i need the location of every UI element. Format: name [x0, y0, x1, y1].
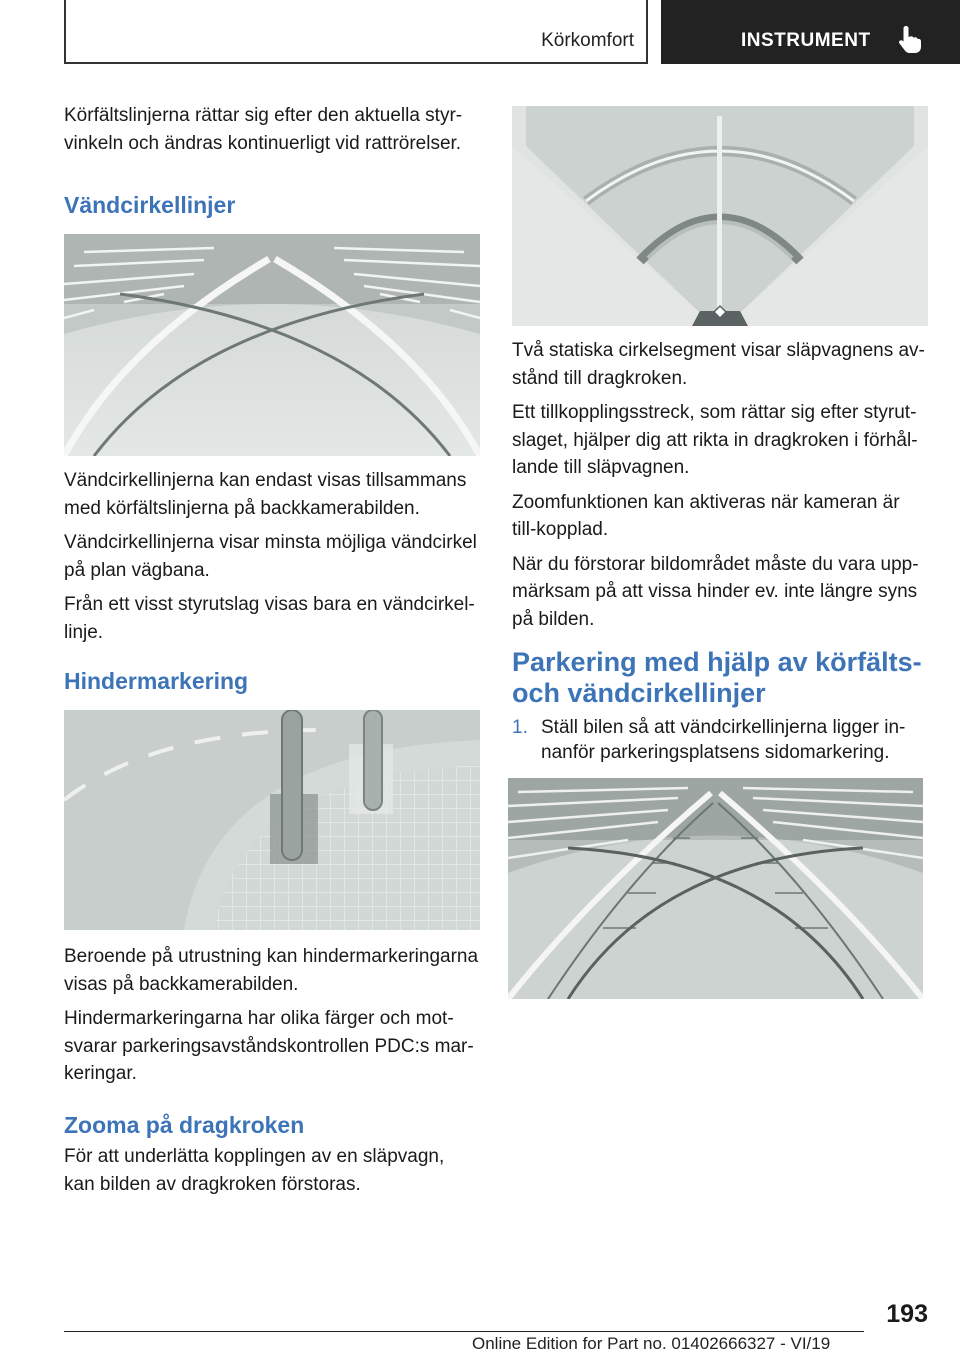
right-paragraph-3: Zoomfunktionen kan aktiveras när kameran är till-kopplad. [512, 491, 900, 540]
heading-turning-circle-lines: Vändcirkellinjer [64, 192, 236, 218]
zoom-block [64, 1111, 480, 1198]
intro-paragraph: Körfältslinjerna rättar sig efter den aktuella styr-vinkeln och ändras kontinuerligt vid rattrörelser. [64, 105, 463, 154]
step-1 [512, 715, 928, 765]
obstacle-marking-image [64, 710, 480, 930]
page-number: 193 [886, 1300, 928, 1328]
step-1-number: 1. [512, 717, 528, 738]
parking-heading-block [512, 647, 928, 709]
obstacle-heading-block [64, 667, 480, 695]
step-1-text: Ställ bilen så att vändcirkellinjerna ligger in-nanför parkeringsplatsens sidomarkering. [541, 717, 906, 763]
section-title: Körkomfort [541, 30, 634, 51]
heading-parking-line-1: Parkering med hjälp av körfälts- [512, 647, 922, 677]
heading-obstacle-marking: Hindermarkering [64, 668, 249, 694]
obstacle-paragraph-2: Hindermarkeringarna har olika färger och mot-svarar parkeringsavståndskontrollen PDC:s mar-keringar. [64, 1008, 474, 1084]
running-header-section [64, 0, 648, 64]
running-header-chapter [661, 0, 960, 64]
pointing-hand-icon [897, 24, 923, 54]
tow-hitch-text-block [512, 337, 928, 633]
zoom-paragraph-1: För att underlätta kopplingen av en släpvagn, kan bilden av dragkroken förstoras. [64, 1146, 445, 1195]
right-paragraph-1: Två statiska cirkelsegment visar släpvagnens av-stånd till dragkroken. [512, 340, 925, 389]
right-paragraph-4: När du förstorar bildområdet måste du vara upp-märksam på att vissa hinder ev. inte längre syns på bilden. [512, 553, 919, 630]
heading-zoom-tow-hitch: Zooma på dragkroken [64, 1112, 305, 1138]
turning-circle-lines-image [64, 234, 480, 456]
edition-note: Online Edition for Part no. 01402666327 - VI/19 [472, 1334, 831, 1353]
turning-paragraph-2: Vändcirkellinjerna visar minsta möjliga vändcirkel på plan vägbana. [64, 532, 477, 581]
turning-heading-block [64, 191, 480, 219]
obstacle-paragraph-1: Beroende på utrustning kan hindermarkeringarna visas på backkamerabilden. [64, 946, 479, 995]
right-paragraph-2: Ett tillkopplingsstreck, som rättar sig efter styrut-slaget, hjälper dig att rikta in dragkroken i förhål-lande till släpvagnen. [512, 402, 918, 478]
footer-divider [64, 1331, 864, 1332]
intro-paragraph-block [64, 102, 480, 157]
tow-hitch-zoom-image [512, 106, 928, 326]
heading-parking-line-2: och vändcirkellinjer [512, 678, 766, 708]
turning-text-block [64, 467, 480, 646]
obstacle-text-block [64, 943, 480, 1088]
parking-lines-image [508, 778, 923, 999]
turning-paragraph-3: Från ett visst styrutslag visas bara en vändcirkel-linje. [64, 594, 475, 643]
chapter-title: INSTRUMENT [741, 30, 871, 51]
turning-paragraph-1: Vändcirkellinjerna kan endast visas tillsammans med körfältslinjerna på backkamerabilden. [64, 470, 467, 519]
